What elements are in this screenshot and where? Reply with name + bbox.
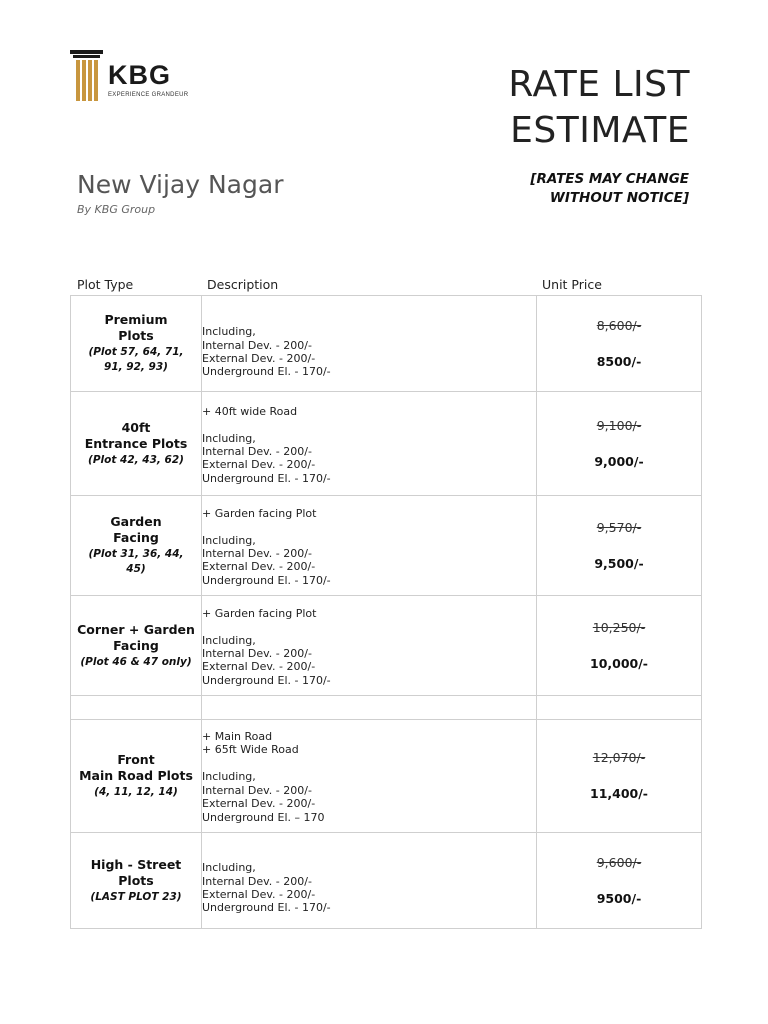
new-price: 11,400/- [590,786,648,801]
description-line: Underground El. - 170/- [202,901,331,915]
description-line: Internal Dev. - 200/- [202,646,312,660]
old-price: 12,070/- [592,750,646,765]
unit-price-cell [537,496,702,596]
description-cell [202,296,537,392]
unit-price-cell [537,392,702,496]
unit-price-cell [537,596,702,696]
description-cell [202,833,537,929]
column-header-description: Description [207,277,279,292]
page-title [508,62,690,154]
table-row [71,296,702,392]
description-line: Underground El. - 170/- [202,471,331,485]
table-row [71,596,702,696]
rates-notice-line1: [RATES MAY CHANGE [530,171,689,187]
table-row [71,833,702,929]
description-cell [202,392,537,496]
plot-name-line: Premium [104,312,168,327]
plot-numbers: (Plot 46 & 47 only) [80,655,192,668]
unit-price-cell [537,833,702,929]
description-cell [202,696,537,720]
new-price: 9,000/- [594,453,644,469]
rate-table [70,295,702,929]
description-line: External Dev. - 200/- [202,660,316,674]
plot-name-line: High - Street [90,856,182,872]
rates-notice-line2: WITHOUT NOTICE] [549,190,689,206]
plot-type-cell [71,696,202,720]
description-line: Underground El. - 170/- [202,673,331,687]
description-line: External Dev. - 200/- [202,797,316,811]
description-line: + 65ft Wide Road [202,743,299,757]
description-line: Internal Dev. - 200/- [202,338,312,352]
plot-numbers: (Plot 42, 43, 62) [88,453,184,466]
description-line: Including, [202,325,256,339]
new-price: 9,500/- [594,555,644,571]
description-line: Including, [202,431,256,445]
page-title-line2: ESTIMATE [510,110,690,151]
plot-type-cell [71,392,202,496]
plot-name-line: Plots [118,872,154,888]
plot-numbers: (Plot 31, 36, 44, 45) [88,548,184,575]
description-line: + Main Road [202,730,273,744]
logo-tagline: EXPERIENCE GRANDEUR [108,92,189,98]
old-price: 9,100/- [596,417,642,433]
description-line: Including, [202,861,256,875]
plot-name-line: Garden [110,514,162,529]
plot-name-line: Main Road Plots [79,768,193,783]
page-title-line1: RATE LIST [508,64,690,105]
new-price: 9500/- [596,890,642,906]
old-price: 10,250/- [592,619,646,635]
unit-price-cell [537,720,702,833]
column-header-plot-type: Plot Type [77,277,134,292]
description-spacer [202,620,536,633]
description-spacer [202,757,536,770]
description-line: + 40ft wide Road [202,404,298,418]
old-price: 8,600/- [596,317,642,333]
table-row [71,392,702,496]
table-row [71,720,702,833]
description-cell [202,596,537,696]
plot-name-line: Facing [113,637,159,653]
description-line: Underground El. - 170/- [202,573,331,587]
description-cell [202,720,537,833]
description-spacer [202,418,536,431]
column-header-unit-price: Unit Price [542,277,602,292]
logo-name: KBG [108,60,171,90]
new-price: 8500/- [596,353,642,369]
plot-name-line: Corner + Garden [77,621,195,637]
project-developer: By KBG Group [77,203,156,216]
plot-name-line: Front [117,752,155,767]
project-name: New Vijay Nagar [77,170,284,199]
table-row [71,496,702,596]
plot-name-line: Facing [113,530,159,545]
new-price: 10,000/- [590,655,648,671]
plot-name-line: Entrance Plots [84,435,188,451]
plot-type-cell [71,833,202,929]
description-line: Underground El. - 170/- [202,365,331,379]
unit-price-cell [537,696,702,720]
rates-notice [530,170,689,208]
plot-numbers: (4, 11, 12, 14) [94,786,178,798]
plot-type-cell [71,596,202,696]
plot-name-line: Plots [118,328,154,343]
plot-type-cell [71,296,202,392]
description-spacer [202,520,536,533]
plot-numbers: (Plot 57, 64, 71, 91, 92, 93) [88,346,184,373]
old-price: 9,600/- [596,854,642,870]
description-line: Including, [202,770,256,784]
kbg-logo [70,50,190,102]
plot-numbers: (LAST PLOT 23) [90,890,182,903]
plot-name-line: 40ft [121,419,151,435]
description-line: + Garden facing Plot [202,606,317,620]
table-row [71,696,702,720]
pillar-logo-icon [70,50,104,102]
description-line: Internal Dev. - 200/- [202,546,312,560]
description-line: Underground El. – 170 [202,810,325,824]
unit-price-cell [537,296,702,392]
old-price: 9,570/- [596,519,642,535]
description-line: + Garden facing Plot [202,506,317,520]
description-line: Internal Dev. - 200/- [202,783,312,797]
description-cell [202,496,537,596]
description-line: Including, [202,633,256,647]
description-line: External Dev. - 200/- [202,560,316,574]
plot-type-cell [71,496,202,596]
description-line: Internal Dev. - 200/- [202,444,312,458]
plot-type-cell [71,720,202,833]
description-line: External Dev. - 200/- [202,352,316,365]
rate-table-body [71,296,702,929]
description-line: Internal Dev. - 200/- [202,874,312,888]
description-line: Including, [202,533,256,547]
description-line: External Dev. - 200/- [202,458,316,472]
description-line: External Dev. - 200/- [202,888,316,901]
